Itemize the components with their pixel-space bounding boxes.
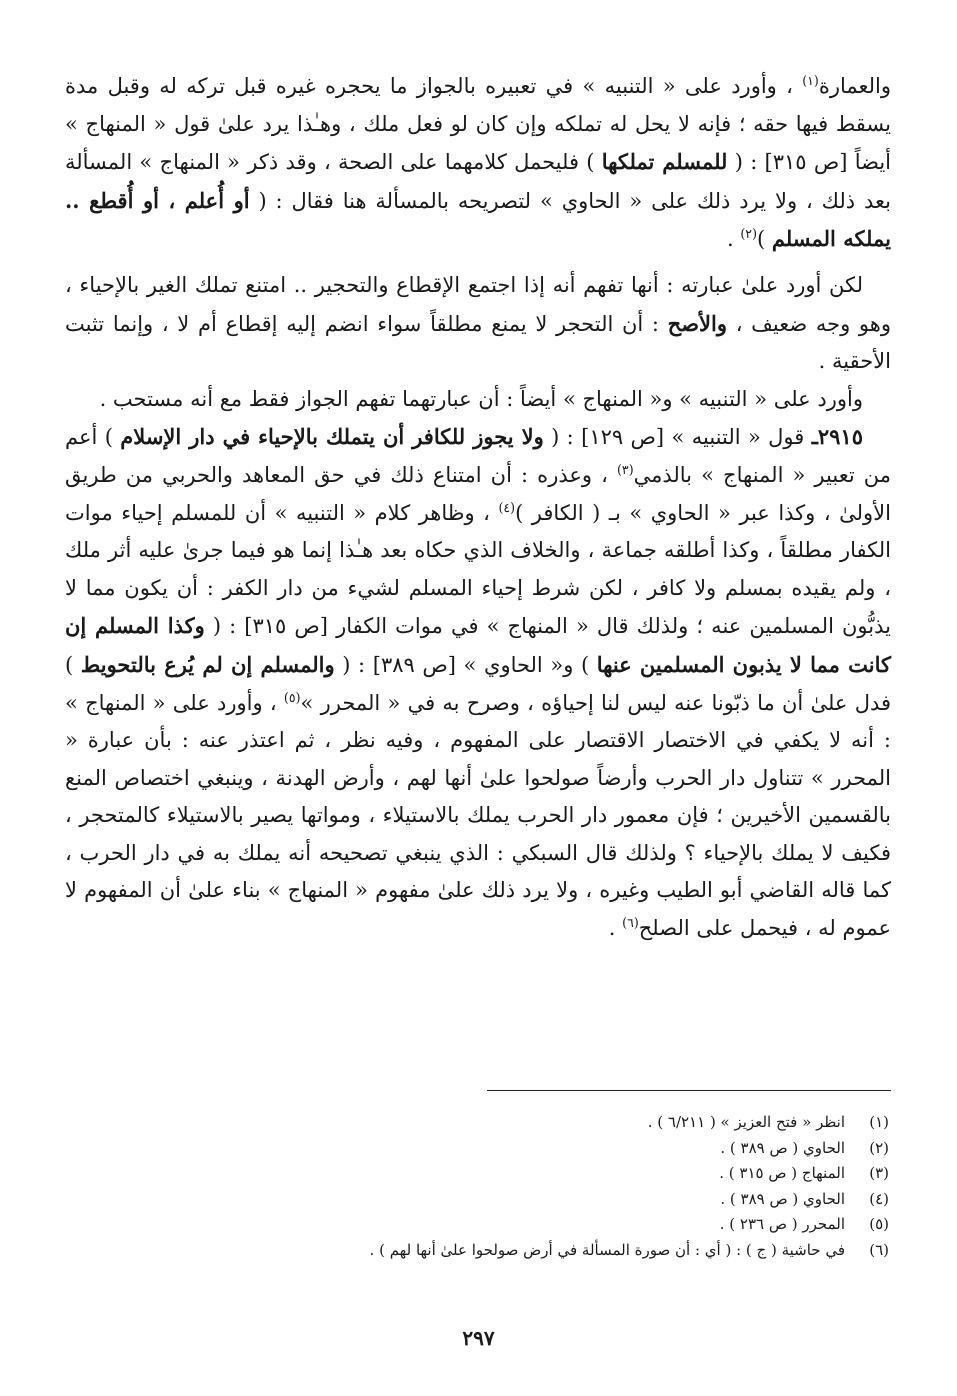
text-run: : أن التحجر لا يمنع مطلقاً سواء انضم إليه إقطاع أم لا ، وإنما تثبت الأحقية . xyxy=(65,311,891,374)
quoted-text: للمسلم تملكها xyxy=(601,149,728,175)
footnote-ref-2: (٢) xyxy=(740,226,757,242)
footnote-number: (١) xyxy=(869,1113,889,1131)
footnote-item xyxy=(89,1212,889,1238)
text-run: ) و« الحاوي » [ص ٣٨٩] : ( xyxy=(334,652,597,677)
footnote-item xyxy=(89,1136,889,1162)
text-run: . xyxy=(727,227,741,252)
text-run: ، وعذره : أن امتناع ذلك في حق المعاهد والحربي من طريق الأولىٰ ، وكذا عبر « الحاوي » بـ ( الكافر ) xyxy=(65,462,891,525)
footnote-item xyxy=(89,1110,889,1136)
text-run: ) xyxy=(756,227,772,252)
footnotes xyxy=(89,1110,889,1263)
quoted-text: ولا يجوز للكافر أن يتملك بالإحياء في دار الإسلام xyxy=(120,424,544,450)
footnote-number: (٦) xyxy=(869,1240,889,1259)
quoted-text: والمسلم إن لم يُرع بالتحويط xyxy=(80,651,335,677)
bold-term: والأصح xyxy=(667,310,728,336)
footnote-number: (٤) xyxy=(869,1189,889,1208)
quoted-text: وكذا المسلم إن كانت مما لا يذبون المسلمين عنها xyxy=(65,613,891,677)
footnote-number: (٣) xyxy=(869,1164,889,1182)
page-number: ٢٩٧ xyxy=(462,1326,495,1350)
footnote-text: في حاشية ( ج ) : ( أي : أن صورة المسألة في أرض صولحوا علىٰ أنها لهم ) . xyxy=(369,1240,845,1259)
footnote-ref-1: (١) xyxy=(802,73,819,88)
text-run: . xyxy=(608,916,623,941)
footnote-ref-3: (٣) xyxy=(617,461,634,477)
text-run: ) فليحمل كلامهما على الصحة ، وقد ذكر « المنهاج » المسألة بعد ذلك ، ولا يرد ذلك على « الحاوي » لتصريحه بالمسألة هنا فقال : ( xyxy=(65,150,891,213)
footnote-ref-4: (٤) xyxy=(498,499,516,515)
footnote-item xyxy=(89,1161,889,1187)
text-run: لكن أورد علىٰ عبارته : أنها تفهم أنه إذا اجتمع الإقطاع والتحجير .. امتنع تملك الغير بالإحياء ، وهو وجه ضعيف ، xyxy=(65,272,891,336)
footnote-text: الحاوي ( ص ٣٨٩ ) . xyxy=(720,1189,845,1208)
footnote-number: (٢) xyxy=(869,1138,889,1157)
text-run: ) فدل علىٰ أن ما ذبّونا عنه ليس لنا إحياؤه ، وصرح به في « المحرر » xyxy=(65,652,892,715)
footnote-text: الحاوي ( ص ٣٨٩ ) . xyxy=(720,1138,845,1157)
paragraph-4 xyxy=(65,418,891,947)
main-text xyxy=(65,68,891,948)
text-run: والعمارة xyxy=(818,74,891,98)
quoted-text: أو أُعلم ، أو أُقطع .. يملكه المسلم xyxy=(65,187,891,252)
footnote-ref-5: (٥) xyxy=(283,689,301,705)
text-run: ) أعم من تعبير « المنهاج » بالذمي xyxy=(65,425,891,487)
text-run: ، وأورد على « التنبيه » في تعبيره بالجواز ما يحجره غيره قبل تركه له وقبل مدة يسقط فيها حقه ؛ فإنه لا يحل له تملكه وإن كان لو فعل ملك ، وهـٰذا يرد علىٰ قول « المنهاج » أيضاً [ص ٣١٥] : ( xyxy=(65,74,891,175)
footnote-text: المنهاج ( ص ٣١٥ ) . xyxy=(719,1164,845,1182)
paragraph-1 xyxy=(65,68,891,259)
text-run: ، وظاهر كلام « التنبيه » أن للمسلم إحياء موات الكفار مطلقاً ، وكذا أطلقه جماعة ، والخلاف الذي حكاه بعد هـٰذا إنما هو فيما جرىٰ عليه أثر ملك ، ولم يقيده بمسلم ولا كافر ، لكن شرط إحياء المسلم لشيء من دار الكفر : أن يكون مما لا يذبُّون المسلمين عنه ؛ ولذلك قال « المنهاج » في موات الكفار [ص ٣١٥] : ( xyxy=(65,500,891,639)
footnote-ref-6: (٦) xyxy=(622,915,639,931)
paragraph-2 xyxy=(65,267,891,381)
text-run: ، وأورد على « المنهاج » : أنه لا يكفي في الاختصار الاقتصار على المفهوم ، وفيه نظر ، ثم اعتذر عنه : بأن عبارة « المحرر » تتناول دار الحرب وأرضاً صولحوا علىٰ أنها لهم ، وأرض الهدنة ، وينبغي اختصاص المنع بالقسمين الأخيرين ؛ فإن معمور دار الحرب يملك بالاستيلاء ، ومواتها يصير بالاستيلاء كالمتحجر ، فكيف لا يملك بالإحياء ؟ ولذلك قال السبكي : الذي ينبغي تصحيحه أنه يملك به في دار الحرب ، كما قاله القاضي أبو الطيب وغيره ، ولا يرد ذلك علىٰ مفهوم « المنهاج » بناء علىٰ أن المفهوم لا عموم له ، فيحمل على الصلح xyxy=(65,690,891,941)
text-run: قول « التنبيه » [ص ١٢٩] : ( xyxy=(543,425,812,450)
footnote-text: انظر « فتح العزيز » ( ٦/٢١١ ) . xyxy=(647,1113,845,1131)
footnote-separator xyxy=(487,1090,891,1091)
footnote-item xyxy=(89,1187,889,1213)
footnote-item xyxy=(89,1238,889,1264)
issue-number: ٢٩١٥ـ xyxy=(811,424,863,450)
footnote-number: (٥) xyxy=(869,1215,889,1233)
paragraph-3: وأورد على « التنبيه » و« المنهاج » أيضاً : أن عبارتهما تفهم الجواز فقط مع أنه مستحب . xyxy=(99,386,863,411)
footnote-text: المحرر ( ص ٢٣٦ ) . xyxy=(719,1215,845,1233)
